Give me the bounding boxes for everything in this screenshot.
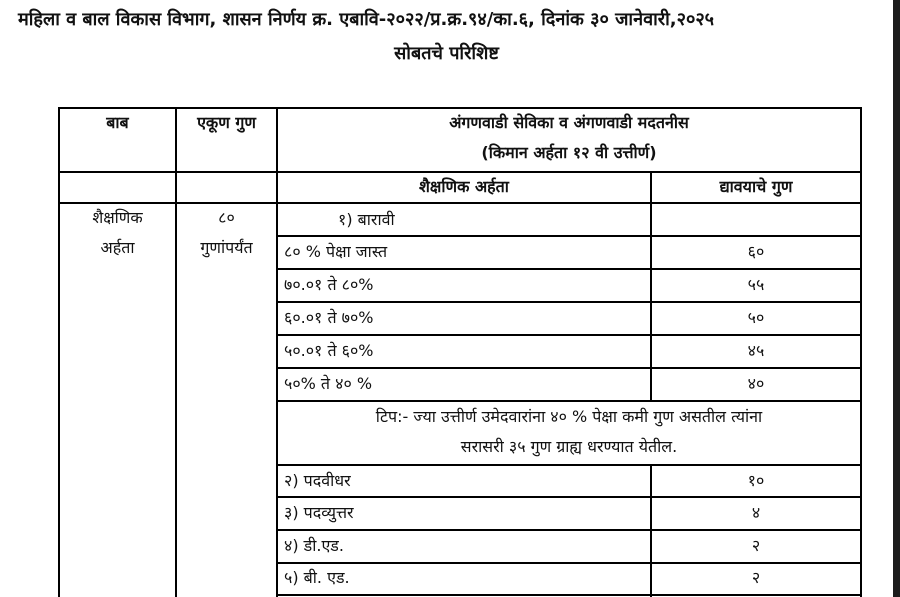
header-group-title: अंगणवाडी सेविका व अंगणवाडी मदतनीस <box>449 113 689 132</box>
table-border <box>58 107 60 597</box>
range-marks: ६० <box>747 242 765 261</box>
table-border <box>276 529 862 531</box>
tip-line2: सरासरी ३५ गुण ग्राह्य धरण्यात येतील. <box>460 437 678 456</box>
table-border <box>276 235 862 237</box>
table-border <box>276 464 862 466</box>
subheader-qualification: शैक्षणिक अर्हता <box>419 177 509 196</box>
header-total-marks: एकूण गुण <box>197 113 256 132</box>
range-row: ७०.०१ ते ८०% <box>284 275 374 294</box>
row-label-line2: अर्हता <box>100 238 135 257</box>
table-border <box>58 171 862 173</box>
range-marks: ५० <box>747 308 765 327</box>
range-row: ५०.०१ ते ६०% <box>284 341 374 360</box>
qualification-marks: ४ <box>751 503 761 522</box>
row-total-line2: गुणांपर्यंत <box>200 238 253 257</box>
table-border <box>276 268 862 270</box>
table-border <box>860 107 862 597</box>
range-row: ६०.०१ ते ७०% <box>284 308 374 327</box>
table-border <box>58 107 862 109</box>
section-title-12th: १) बारावी <box>338 210 395 229</box>
qualification-row: ५) बी. एड. <box>284 568 350 587</box>
row-total-line1: ८० <box>218 208 235 227</box>
table-border <box>276 400 862 402</box>
row-label-line1: शैक्षणिक <box>92 208 143 227</box>
document-header-line2: सोबतचे परिशिष्ट <box>394 43 499 64</box>
range-marks: ५५ <box>747 275 765 294</box>
qualification-row: २) पदवीधर <box>284 471 351 490</box>
header-group-subtitle: (किमान अर्हता १२ वी उत्तीर्ण) <box>481 143 657 162</box>
tip-line1: टिप:- ज्या उत्तीर्ण उमेदवारांना ४० % पेक्षा कमी गुण असतील त्यांना <box>375 407 763 426</box>
qualification-row: ३) पदव्युत्तर <box>284 503 354 522</box>
range-row: ८० % पेक्षा जास्त <box>284 242 388 261</box>
document-header-line1: महिला व बाल विकास विभाग, शासन निर्णय क्र. एबावि-२०२२/प्र.क्र.९४/का.६, दिनांक ३० जानेवारी,२०२५ <box>18 9 715 30</box>
table-border <box>58 202 862 204</box>
subheader-marks: द्यावयाचे गुण <box>719 177 793 196</box>
qualification-row: ४) डी.एड. <box>284 536 344 555</box>
table-border <box>276 496 862 498</box>
range-marks: ४५ <box>747 341 765 360</box>
range-row: ५०% ते ४० % <box>284 374 373 393</box>
table-border <box>276 367 862 369</box>
table-border <box>276 562 862 564</box>
table-border <box>276 301 862 303</box>
table-border <box>276 334 862 336</box>
range-marks: ४० <box>747 374 765 393</box>
table-border <box>276 594 862 596</box>
table-border <box>175 107 177 597</box>
qualification-marks: २ <box>751 536 761 555</box>
header-bab: बाब <box>106 113 129 132</box>
qualification-marks: २ <box>751 568 761 587</box>
qualification-marks: १० <box>747 471 765 490</box>
viewer-frame-edge <box>893 0 900 597</box>
